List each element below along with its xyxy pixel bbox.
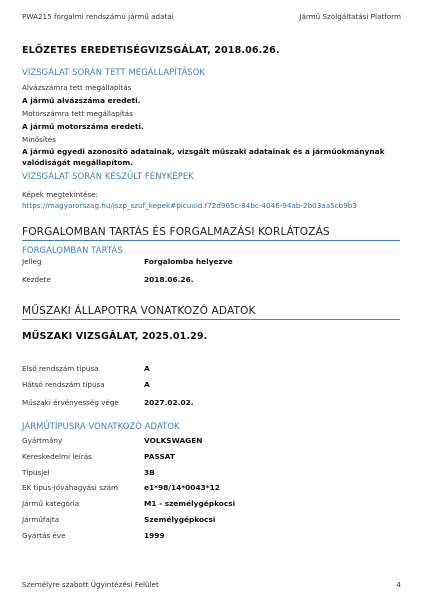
rear-plate-value: A <box>144 380 150 389</box>
photos-label: Képek megtekintése: <box>22 190 98 199</box>
rating-label: Minősítés <box>22 135 56 144</box>
photos-link[interactable]: https://magyarorszag.hu/jszp_szuf_kepek#picuuid.f72d965c-84bc-4046-94ab-2b03aa5cb9b3 <box>22 201 357 210</box>
engine-value: A jármű motorszáma eredeti. <box>22 122 144 131</box>
page-number: 4 <box>396 580 401 589</box>
status-value: Forgalomba helyezve <box>144 257 233 266</box>
rear-plate-label: Hátsó rendszám típusa <box>22 380 105 389</box>
row-label: Típusjel <box>22 468 50 477</box>
section-divider <box>22 319 400 320</box>
row-value: e1*98/14*0043*12 <box>144 483 220 492</box>
circulation-section-title: FORGALOMBAN TARTÁS ÉS FORGALMAZÁSI KORLÁTOZÁS <box>22 226 330 238</box>
row-value: VOLKSWAGEN <box>144 436 203 445</box>
chassis-label: Alvázszámra tett megállapítás <box>22 83 132 92</box>
row-value: 3B <box>144 468 155 477</box>
validity-value: 2027.02.02. <box>144 398 194 407</box>
start-label: Kezdete <box>22 275 51 284</box>
section-divider <box>22 240 400 241</box>
validity-label: Műszaki érvényesség vége <box>22 398 119 407</box>
row-label: Gyártás éve <box>22 531 66 540</box>
findings-heading: VIZSGÁLAT SORÁN TETT MEGÁLLAPÍTÁSOK <box>22 67 205 77</box>
header-platform-name: Jármű Szolgáltatási Platform <box>299 12 401 21</box>
row-label: Járműfajta <box>22 515 60 524</box>
front-plate-value: A <box>144 364 150 373</box>
row-value: PASSAT <box>144 452 175 461</box>
row-label: EK típus-jóváhagyási szám <box>22 483 118 492</box>
row-label: Gyártmány <box>22 436 63 445</box>
circulation-subheading: FORGALOMBAN TARTÁS <box>22 245 123 255</box>
vehicle-type-heading: JÁRMŰTÍPUSRA VONATKOZÓ ADATOK <box>22 421 180 431</box>
engine-label: Motorszámra tett megállapítás <box>22 109 133 118</box>
photos-heading: VIZSGÁLAT SORÁN KÉSZÜLT FÉNYKÉPEK <box>22 171 194 181</box>
footer-service-name: Személyre szabott Ügyintézési Felület <box>22 580 159 589</box>
row-value: Személygépkocsi <box>144 515 216 524</box>
start-value: 2018.06.26. <box>144 275 194 284</box>
rating-value: A jármű egyedi azonosító adatainak, vizsgált műszaki adatainak és a járműokmánynak valódiságát megállapítom. <box>22 147 385 167</box>
pre-inspection-title: ELŐZETES EREDETISÉGVIZSGÁLAT, 2018.06.26. <box>22 45 280 56</box>
chassis-value: A jármű alvázszáma eredeti. <box>22 96 141 105</box>
technical-inspection-title: MŰSZAKI VIZSGÁLAT, 2025.01.29. <box>22 331 208 342</box>
header-vehicle-title: PWA215 forgalmi rendszámú jármű adatai <box>22 12 174 21</box>
row-label: Jármű kategória <box>22 499 80 508</box>
front-plate-label: Első rendszám típusa <box>22 364 99 373</box>
row-label: Kereskedelmi leírás <box>22 452 92 461</box>
status-label: Jelleg <box>22 257 42 266</box>
technical-section-title: MŰSZAKI ÁLLAPOTRA VONATKOZÓ ADATOK <box>22 305 256 317</box>
row-value: M1 - személygépkocsi <box>144 499 236 508</box>
row-value: 1999 <box>144 531 165 540</box>
